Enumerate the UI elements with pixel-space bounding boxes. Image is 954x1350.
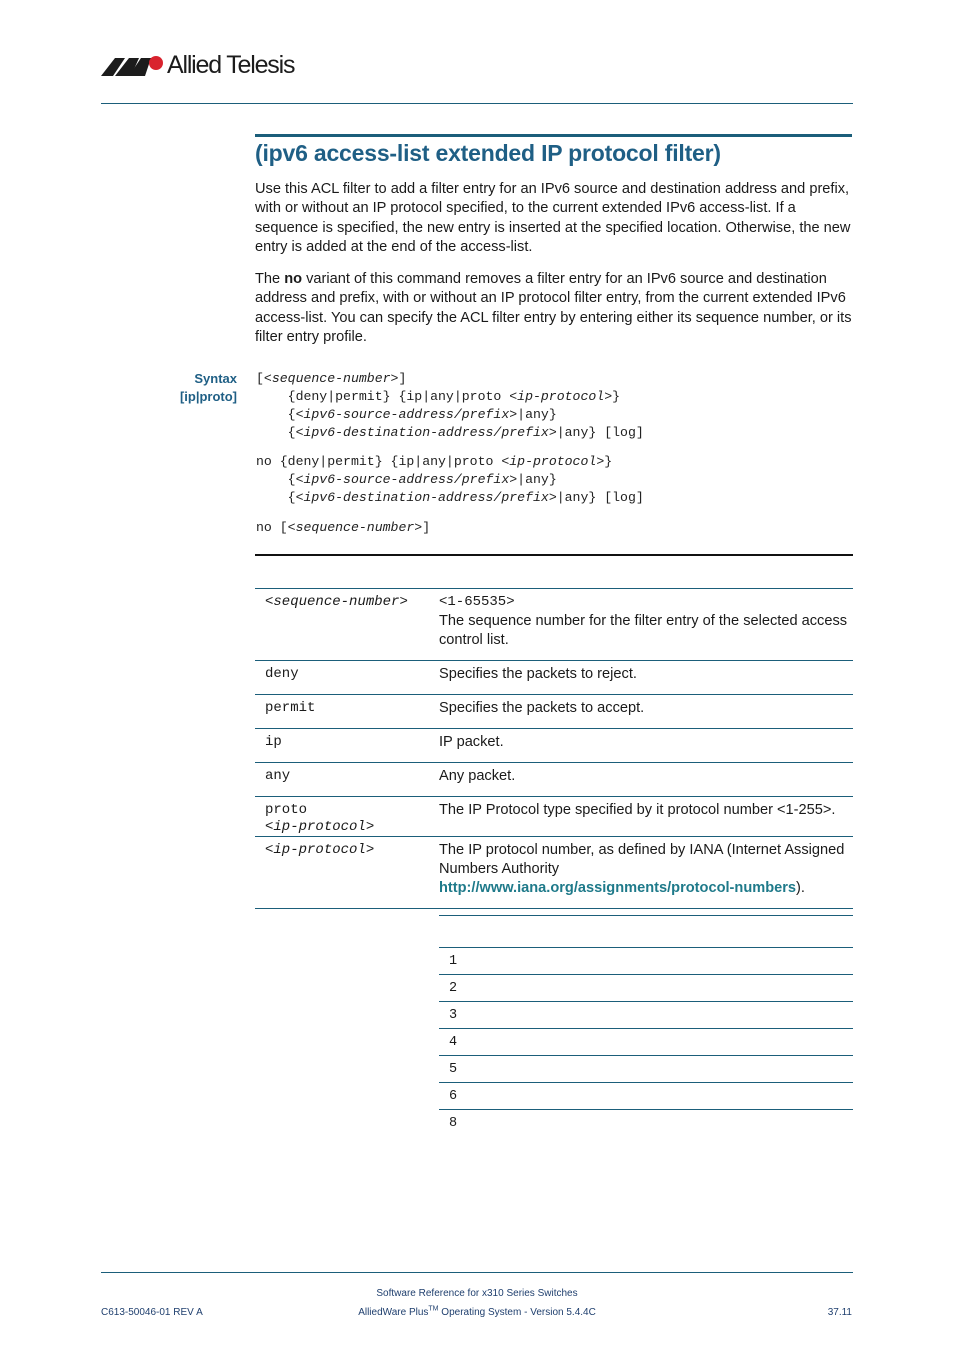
no-variant-paragraph <box>255 270 853 348</box>
parameter-name: <sequence-number> <box>265 594 408 610</box>
syntax-form-no-profile: no {deny|permit} {ip|any|proto <ip-protocol>} {<ipv6-source-address/prefix>|any} {<ipv6-destination-address/prefix>|any} [log] <box>256 454 644 505</box>
footer-divider <box>101 1272 853 1273</box>
allied-telesis-logo <box>101 50 301 82</box>
protocol-number-row: 6 <box>439 1082 853 1109</box>
footer-product: AlliedWare Plus <box>358 1307 429 1318</box>
parameter-row <box>255 694 853 728</box>
protocol-number-row: 2 <box>439 974 853 1001</box>
protocol-number-row: 4 <box>439 1028 853 1055</box>
no-keyword: no <box>284 271 303 287</box>
no-variant-prefix: The <box>255 271 285 287</box>
intro-paragraph: Use this ACL filter to add a filter entry for an IPv6 source and destination address and prefix, with or without an IP protocol specified, to the current extended IPv6 access-list. If a sequence is specified, the new entry is inserted at the specified location. Otherwise, the new entry is added at the end of the access-list. <box>255 181 851 256</box>
parameter-description <box>439 763 853 796</box>
parameter-row <box>255 660 853 694</box>
footer-trademark: TM <box>428 1305 439 1313</box>
protocol-table-header-row <box>439 915 853 947</box>
syntax-label-line1: Syntax <box>194 371 237 386</box>
parameter-description <box>439 729 853 762</box>
syntax-label-line2: [ip|proto] <box>179 389 237 404</box>
syntax-label <box>150 370 237 406</box>
protocol-number-row: 3 <box>439 1001 853 1028</box>
parameter-name: ip <box>265 734 282 750</box>
parameter-description-text: Any packet. <box>439 768 516 784</box>
logo-wordmark: Allied Telesis <box>167 51 295 79</box>
parameter-row <box>255 796 853 836</box>
parameter-table <box>255 588 853 909</box>
parameter-description-text: The IP protocol number, as defined by IANA (Internet Assigned Numbers Authority <box>439 842 845 877</box>
parameter-description-text: IP packet. <box>439 734 504 750</box>
parameter-name: deny <box>265 666 299 682</box>
protocol-number-table <box>439 915 853 1136</box>
footer-doc-id: C613-50046-01 REV A <box>101 1307 203 1318</box>
protocol-number-row: 5 <box>439 1055 853 1082</box>
parameter-name: any <box>265 768 291 784</box>
parameter-row <box>255 836 853 909</box>
parameter-row <box>255 588 853 660</box>
parameter-range: <1-65535> <box>439 594 515 610</box>
title-rule <box>255 134 852 137</box>
parameter-description <box>439 661 853 694</box>
protocol-number-row: 8 <box>439 1109 853 1136</box>
syntax-form-add: [<sequence-number>] {deny|permit} {ip|any|proto <ip-protocol>} {<ipv6-source-address/prefix>|any} {<ipv6-destination-address/prefix>|any} [log] <box>256 371 644 440</box>
parameter-description <box>439 797 853 836</box>
protocol-number-row: 1 <box>439 947 853 974</box>
syntax-form-no-sequence: no [<sequence-number>] <box>256 520 431 535</box>
parameter-name: <ip-protocol> <box>265 842 375 858</box>
no-variant-rest: variant of this command removes a filter entry for an IPv6 source and destination address and prefix, with or without an IP protocol filter entry, from the current extended IPv6 access-list. You can specify the ACL filter entry by entering either its sequence number, or its filter entry profile. <box>255 271 852 346</box>
parameter-description <box>439 589 853 660</box>
parameter-name: proto <ip-protocol> <box>265 802 375 835</box>
parameter-description <box>439 695 853 728</box>
parameter-description-text: Specifies the packets to accept. <box>439 700 645 716</box>
header-divider <box>101 103 853 104</box>
footer-title: Software Reference for x310 Series Switches <box>376 1288 578 1299</box>
footer-page-number: 37.11 <box>827 1307 852 1318</box>
syntax-end-rule <box>255 554 853 556</box>
parameter-description-text: The IP Protocol type specified by it protocol number <1-255>. <box>439 802 836 818</box>
logo-mark-icon <box>101 54 167 80</box>
parameter-description: The IP protocol number, as defined by IANA (Internet Assigned Numbers Authority http://www.iana.org/assignments/protocol-numbers). <box>439 842 845 896</box>
footer-version: Operating System - Version 5.4.4C <box>438 1307 596 1318</box>
parameter-description-text: Specifies the packets to reject. <box>439 666 637 682</box>
parameter-description-text: The sequence number for the filter entry of the selected access control list. <box>439 613 848 648</box>
parameter-row <box>255 762 853 796</box>
parameter-row <box>255 728 853 762</box>
iana-protocol-numbers-link[interactable]: http://www.iana.org/assignments/protocol-numbers <box>439 880 797 896</box>
parameter-name: permit <box>265 700 316 716</box>
page-title: (ipv6 access-list extended IP protocol filter) <box>255 140 721 166</box>
